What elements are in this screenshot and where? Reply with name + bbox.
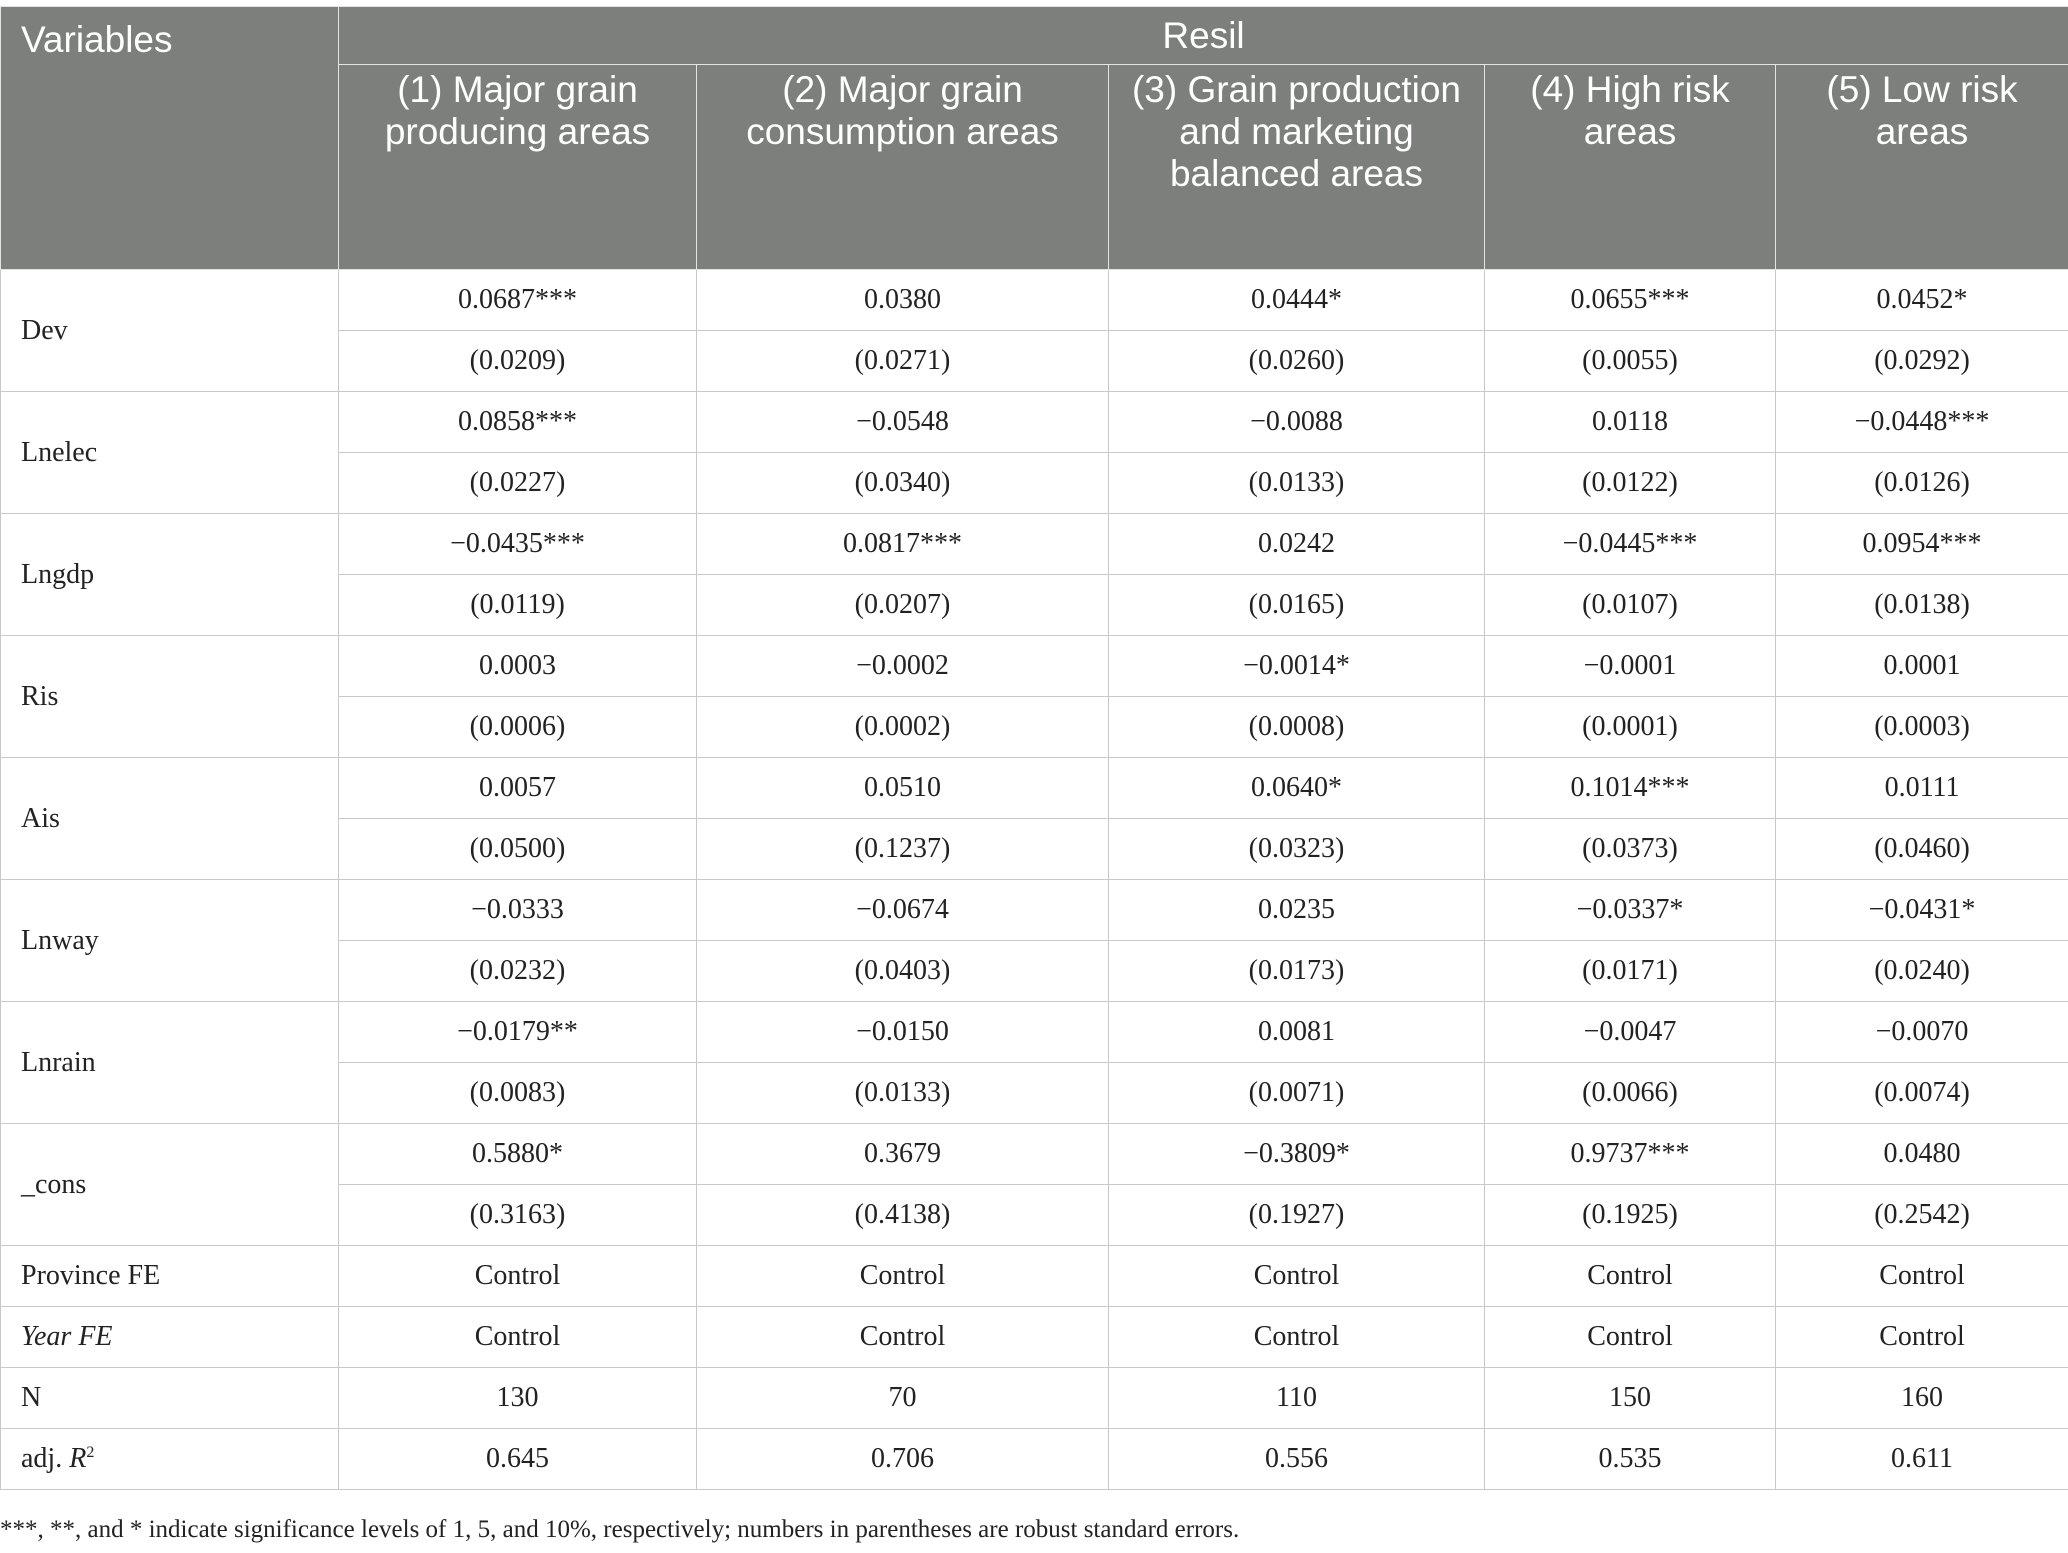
coef-row-lnrain: [1, 1002, 2068, 1063]
coefficient-cell: 0.0954***: [1776, 514, 2068, 575]
table-header: [1, 7, 2068, 270]
adj-r2-cell: 0.535: [1485, 1429, 1776, 1490]
variable-name: Lnway: [1, 880, 339, 1002]
adj-r2-row: [1, 1429, 2068, 1490]
std-error-cell: (0.0403): [697, 941, 1109, 1002]
coef-row-dev: [1, 270, 2068, 331]
coefficient-cell: 0.1014***: [1485, 758, 1776, 819]
regression-table: [0, 6, 2068, 1490]
coefficient-cell: 0.0452*: [1776, 270, 2068, 331]
extra-row-cell: 130: [339, 1368, 697, 1429]
coef-row-ris: [1, 636, 2068, 697]
coefficient-cell: −0.0070: [1776, 1002, 2068, 1063]
coefficient-cell: 0.0111: [1776, 758, 2068, 819]
extra-row-cell: Control: [1109, 1307, 1485, 1368]
coefficient-cell: 0.0003: [339, 636, 697, 697]
table-body: [1, 270, 2068, 1490]
coefficient-cell: −0.0435***: [339, 514, 697, 575]
std-error-cell: (0.0083): [339, 1063, 697, 1124]
coefficient-cell: −0.0448***: [1776, 392, 2068, 453]
coefficient-cell: 0.0510: [697, 758, 1109, 819]
coef-row-lnelec: [1, 392, 2068, 453]
std-error-cell: (0.0173): [1109, 941, 1485, 1002]
std-error-cell: (0.0133): [697, 1063, 1109, 1124]
column-header-1: (1) Major grain producing areas: [339, 65, 697, 270]
std-error-cell: (0.0126): [1776, 453, 2068, 514]
coefficient-cell: −0.0088: [1109, 392, 1485, 453]
std-error-cell: (0.3163): [339, 1185, 697, 1246]
coefficient-cell: 0.0057: [339, 758, 697, 819]
std-error-cell: (0.1925): [1485, 1185, 1776, 1246]
adj-r2-cell: 0.645: [339, 1429, 697, 1490]
regression-table-container: [0, 6, 2068, 1490]
coefficient-cell: −0.0014*: [1109, 636, 1485, 697]
extra-row-cell: 160: [1776, 1368, 2068, 1429]
std-error-cell: (0.0260): [1109, 331, 1485, 392]
std-error-cell: (0.0292): [1776, 331, 2068, 392]
extra-row-cell: Control: [339, 1246, 697, 1307]
column-header-2: (2) Major grain consumption areas: [697, 65, 1109, 270]
variable-name: Ais: [1, 758, 339, 880]
coefficient-cell: 0.3679: [697, 1124, 1109, 1185]
std-error-cell: (0.0006): [339, 697, 697, 758]
extra-row-cell: 110: [1109, 1368, 1485, 1429]
coefficient-cell: −0.0150: [697, 1002, 1109, 1063]
coefficient-cell: 0.9737***: [1485, 1124, 1776, 1185]
coefficient-cell: 0.0242: [1109, 514, 1485, 575]
variable-name: Lngdp: [1, 514, 339, 636]
std-error-cell: (0.0002): [697, 697, 1109, 758]
std-error-cell: (0.0133): [1109, 453, 1485, 514]
std-error-cell: (0.0271): [697, 331, 1109, 392]
std-error-cell: (0.0323): [1109, 819, 1485, 880]
std-error-cell: (0.1927): [1109, 1185, 1485, 1246]
adj-r2-label: [1, 1429, 339, 1490]
table-footnote: ***, **, and * indicate significance levels of 1, 5, and 10%, respectively; numbers in parentheses are robust standard errors.: [0, 1516, 1240, 1543]
std-error-cell: (0.0373): [1485, 819, 1776, 880]
std-error-cell: (0.0001): [1485, 697, 1776, 758]
std-error-cell: (0.0207): [697, 575, 1109, 636]
coefficient-cell: −0.0548: [697, 392, 1109, 453]
variables-header: Variables: [1, 7, 339, 270]
adj-r2-prefix: adj.: [21, 1443, 63, 1474]
coefficient-cell: −0.0337*: [1485, 880, 1776, 941]
resil-header: Resil: [339, 7, 2068, 65]
std-error-cell: (0.2542): [1776, 1185, 2068, 1246]
std-error-cell: (0.0074): [1776, 1063, 2068, 1124]
coefficient-cell: 0.0380: [697, 270, 1109, 331]
std-error-cell: (0.0227): [339, 453, 697, 514]
extra-row-cell: Control: [1776, 1246, 2068, 1307]
adj-r2-symbol: R: [69, 1443, 87, 1474]
adj-r2-superscript: 2: [86, 1444, 95, 1461]
std-error-cell: (0.0500): [339, 819, 697, 880]
coefficient-cell: 0.0235: [1109, 880, 1485, 941]
coefficient-cell: 0.0655***: [1485, 270, 1776, 331]
std-error-cell: (0.0066): [1485, 1063, 1776, 1124]
variable-name: Dev: [1, 270, 339, 392]
extra-row-label: Year FE: [1, 1307, 339, 1368]
std-error-cell: (0.0460): [1776, 819, 2068, 880]
std-error-cell: (0.0165): [1109, 575, 1485, 636]
coefficient-cell: −0.0179**: [339, 1002, 697, 1063]
coefficient-cell: −0.0001: [1485, 636, 1776, 697]
coefficient-cell: 0.0444*: [1109, 270, 1485, 331]
variable-name: Lnrain: [1, 1002, 339, 1124]
extra-row-province-fe: [1, 1246, 2068, 1307]
std-error-cell: (0.0008): [1109, 697, 1485, 758]
adj-r2-cell: 0.556: [1109, 1429, 1485, 1490]
extra-row-cell: Control: [1485, 1307, 1776, 1368]
extra-row-cell: Control: [1776, 1307, 2068, 1368]
coef-row-lnway: [1, 880, 2068, 941]
extra-row-cell: 150: [1485, 1368, 1776, 1429]
variable-name: _cons: [1, 1124, 339, 1246]
adj-r2-cell: 0.611: [1776, 1429, 2068, 1490]
column-header-4: (4) High risk areas: [1485, 65, 1776, 270]
std-error-cell: (0.0240): [1776, 941, 2068, 1002]
adj-r2-cell: 0.706: [697, 1429, 1109, 1490]
extra-row-label: N: [1, 1368, 339, 1429]
coefficient-cell: −0.0445***: [1485, 514, 1776, 575]
std-error-cell: (0.0340): [697, 453, 1109, 514]
extra-row-cell: Control: [339, 1307, 697, 1368]
coefficient-cell: −0.0333: [339, 880, 697, 941]
extra-row-year-fe: [1, 1307, 2068, 1368]
coefficient-cell: −0.0431*: [1776, 880, 2068, 941]
std-error-cell: (0.1237): [697, 819, 1109, 880]
coefficient-cell: 0.0001: [1776, 636, 2068, 697]
variable-name: Ris: [1, 636, 339, 758]
column-header-5: (5) Low risk areas: [1776, 65, 2068, 270]
coefficient-cell: 0.0480: [1776, 1124, 2068, 1185]
std-error-cell: (0.0107): [1485, 575, 1776, 636]
std-error-cell: (0.0232): [339, 941, 697, 1002]
std-error-cell: (0.0003): [1776, 697, 2068, 758]
std-error-cell: (0.0071): [1109, 1063, 1485, 1124]
coefficient-cell: 0.0858***: [339, 392, 697, 453]
std-error-cell: (0.0138): [1776, 575, 2068, 636]
extra-row-cell: 70: [697, 1368, 1109, 1429]
extra-row-n: [1, 1368, 2068, 1429]
extra-row-cell: Control: [1109, 1246, 1485, 1307]
coefficient-cell: −0.3809*: [1109, 1124, 1485, 1185]
coefficient-cell: 0.0640*: [1109, 758, 1485, 819]
std-error-cell: (0.0122): [1485, 453, 1776, 514]
extra-row-label: Province FE: [1, 1246, 339, 1307]
std-error-cell: (0.0209): [339, 331, 697, 392]
coef-row-cons: [1, 1124, 2068, 1185]
std-error-cell: (0.0119): [339, 575, 697, 636]
column-header-3: (3) Grain production and marketing balanced areas: [1109, 65, 1485, 270]
extra-row-cell: Control: [697, 1246, 1109, 1307]
coefficient-cell: −0.0047: [1485, 1002, 1776, 1063]
coef-row-ais: [1, 758, 2068, 819]
coefficient-cell: 0.0118: [1485, 392, 1776, 453]
coefficient-cell: 0.0817***: [697, 514, 1109, 575]
variable-name: Lnelec: [1, 392, 339, 514]
coefficient-cell: 0.5880*: [339, 1124, 697, 1185]
coefficient-cell: −0.0002: [697, 636, 1109, 697]
coefficient-cell: 0.0687***: [339, 270, 697, 331]
coefficient-cell: −0.0674: [697, 880, 1109, 941]
std-error-cell: (0.4138): [697, 1185, 1109, 1246]
std-error-cell: (0.0171): [1485, 941, 1776, 1002]
extra-row-cell: Control: [1485, 1246, 1776, 1307]
std-error-cell: (0.0055): [1485, 331, 1776, 392]
extra-row-cell: Control: [697, 1307, 1109, 1368]
coef-row-lngdp: [1, 514, 2068, 575]
coefficient-cell: 0.0081: [1109, 1002, 1485, 1063]
